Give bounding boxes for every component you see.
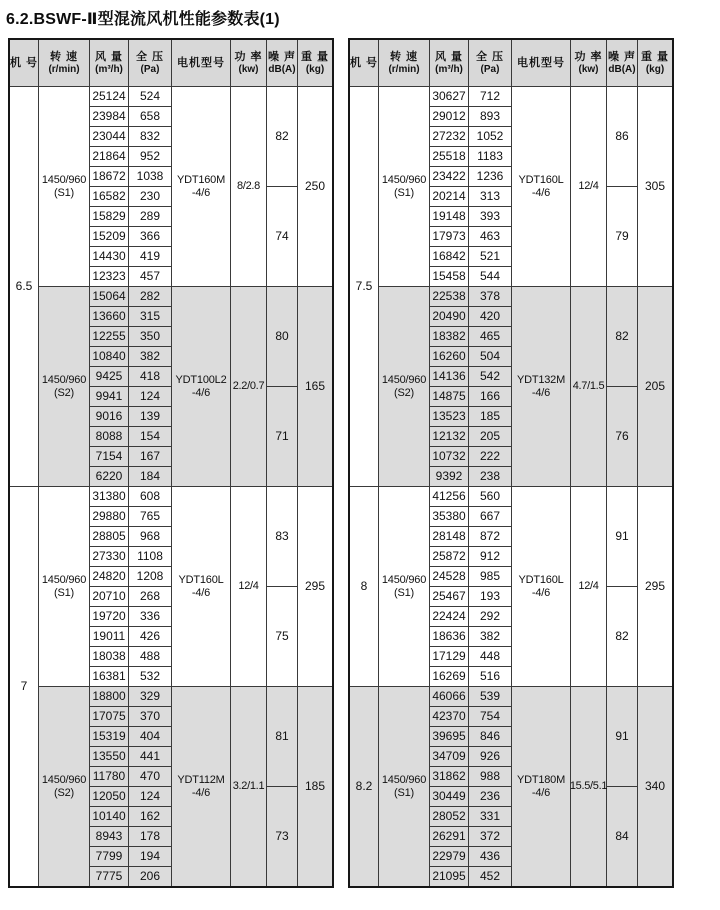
pressure-cell: 658 bbox=[129, 107, 171, 126]
pressure-cell: 193 bbox=[469, 587, 511, 606]
pressure-cell: 452 bbox=[469, 867, 511, 886]
pressure-cell: 236 bbox=[469, 787, 511, 806]
air-flow-cell: 19011 bbox=[90, 627, 128, 646]
pressure-cell: 985 bbox=[469, 567, 511, 586]
pressure-cell: 1236 bbox=[469, 167, 511, 186]
power-cell: 12/4 bbox=[231, 487, 266, 686]
pressure-cell: 382 bbox=[469, 627, 511, 646]
column-header-machine-no: 机 号 bbox=[350, 40, 378, 86]
pressure-cell: 1208 bbox=[129, 567, 171, 586]
pressure-cell: 222 bbox=[469, 447, 511, 466]
pressure-cell: 167 bbox=[129, 447, 171, 466]
noise-low-cell: 82 bbox=[607, 587, 637, 686]
air-flow-cell: 14875 bbox=[430, 387, 468, 406]
weight-cell: 340 bbox=[638, 687, 672, 886]
air-flow-cell: 17129 bbox=[430, 647, 468, 666]
air-flow-cell: 12323 bbox=[90, 267, 128, 286]
pressure-cell: 765 bbox=[129, 507, 171, 526]
pressure-cell: 404 bbox=[129, 727, 171, 746]
power-cell: 12/4 bbox=[571, 487, 606, 686]
pressure-cell: 313 bbox=[469, 187, 511, 206]
pressure-cell: 542 bbox=[469, 367, 511, 386]
air-flow-cell: 16269 bbox=[430, 667, 468, 686]
air-flow-cell: 7799 bbox=[90, 847, 128, 866]
performance-table-left bbox=[8, 38, 334, 888]
speed-cell: 1450/960 (S2) bbox=[379, 287, 429, 486]
air-flow-cell: 24528 bbox=[430, 567, 468, 586]
weight-cell: 295 bbox=[638, 487, 672, 686]
pressure-cell: 544 bbox=[469, 267, 511, 286]
air-flow-cell: 23044 bbox=[90, 127, 128, 146]
air-flow-cell: 27232 bbox=[430, 127, 468, 146]
air-flow-cell: 29880 bbox=[90, 507, 128, 526]
motor-model-cell: YDT100L2 -4/6 bbox=[172, 287, 230, 486]
pressure-cell: 315 bbox=[129, 307, 171, 326]
air-flow-cell: 25518 bbox=[430, 147, 468, 166]
pressure-cell: 667 bbox=[469, 507, 511, 526]
air-flow-cell: 26291 bbox=[430, 827, 468, 846]
motor-model-cell: YDT180M -4/6 bbox=[512, 687, 570, 886]
air-flow-cell: 23984 bbox=[90, 107, 128, 126]
air-flow-cell: 10840 bbox=[90, 347, 128, 366]
pressure-cell: 289 bbox=[129, 207, 171, 226]
pressure-cell: 988 bbox=[469, 767, 511, 786]
air-flow-cell: 31862 bbox=[430, 767, 468, 786]
air-flow-cell: 12132 bbox=[430, 427, 468, 446]
motor-model-cell: YDT160L -4/6 bbox=[512, 87, 570, 286]
noise-high-cell: 91 bbox=[607, 687, 637, 786]
motor-model-cell: YDT112M -4/6 bbox=[172, 687, 230, 886]
pressure-cell: 952 bbox=[129, 147, 171, 166]
power-cell: 2.2/0.7 bbox=[231, 287, 266, 486]
pressure-cell: 457 bbox=[129, 267, 171, 286]
pressure-cell: 532 bbox=[129, 667, 171, 686]
air-flow-cell: 46066 bbox=[430, 687, 468, 706]
pressure-cell: 230 bbox=[129, 187, 171, 206]
machine-no-cell: 7.5 bbox=[350, 87, 378, 486]
column-header-weight: 重 量 (kg) bbox=[638, 40, 672, 86]
air-flow-cell: 35380 bbox=[430, 507, 468, 526]
air-flow-cell: 9016 bbox=[90, 407, 128, 426]
air-flow-cell: 31380 bbox=[90, 487, 128, 506]
pressure-cell: 893 bbox=[469, 107, 511, 126]
motor-model-cell: YDT160L -4/6 bbox=[172, 487, 230, 686]
air-flow-cell: 25467 bbox=[430, 587, 468, 606]
column-header-air-flow: 风 量 (m³/h) bbox=[90, 40, 128, 86]
power-cell: 12/4 bbox=[571, 87, 606, 286]
noise-high-cell: 86 bbox=[607, 87, 637, 186]
speed-cell: 1450/960 (S1) bbox=[39, 87, 89, 286]
pressure-cell: 521 bbox=[469, 247, 511, 266]
weight-cell: 205 bbox=[638, 287, 672, 486]
weight-cell: 185 bbox=[298, 687, 332, 886]
noise-low-cell: 74 bbox=[267, 187, 297, 286]
air-flow-cell: 30627 bbox=[430, 87, 468, 106]
speed-cell: 1450/960 (S1) bbox=[379, 487, 429, 686]
air-flow-cell: 20214 bbox=[430, 187, 468, 206]
air-flow-cell: 18038 bbox=[90, 647, 128, 666]
pressure-cell: 872 bbox=[469, 527, 511, 546]
pressure-cell: 238 bbox=[469, 467, 511, 486]
noise-high-cell: 81 bbox=[267, 687, 297, 786]
air-flow-cell: 29012 bbox=[430, 107, 468, 126]
column-header-motor-model: 电机型号 bbox=[512, 40, 570, 86]
air-flow-cell: 9392 bbox=[430, 467, 468, 486]
air-flow-cell: 12050 bbox=[90, 787, 128, 806]
air-flow-cell: 22538 bbox=[430, 287, 468, 306]
pressure-cell: 463 bbox=[469, 227, 511, 246]
pressure-cell: 329 bbox=[129, 687, 171, 706]
air-flow-cell: 13550 bbox=[90, 747, 128, 766]
speed-cell: 1450/960 (S2) bbox=[39, 287, 89, 486]
power-cell: 8/2.8 bbox=[231, 87, 266, 286]
air-flow-cell: 14136 bbox=[430, 367, 468, 386]
pressure-cell: 194 bbox=[129, 847, 171, 866]
pressure-cell: 846 bbox=[469, 727, 511, 746]
pressure-cell: 418 bbox=[129, 367, 171, 386]
pressure-cell: 268 bbox=[129, 587, 171, 606]
power-cell: 15.5/5.1 bbox=[571, 687, 606, 886]
column-header-power: 功 率 (kw) bbox=[571, 40, 606, 86]
pressure-cell: 968 bbox=[129, 527, 171, 546]
pressure-cell: 712 bbox=[469, 87, 511, 106]
noise-high-cell: 80 bbox=[267, 287, 297, 386]
air-flow-cell: 8943 bbox=[90, 827, 128, 846]
weight-cell: 165 bbox=[298, 287, 332, 486]
pressure-cell: 206 bbox=[129, 867, 171, 886]
air-flow-cell: 30449 bbox=[430, 787, 468, 806]
noise-high-cell: 91 bbox=[607, 487, 637, 586]
pressure-cell: 378 bbox=[469, 287, 511, 306]
air-flow-cell: 15458 bbox=[430, 267, 468, 286]
column-header-weight: 重 量 (kg) bbox=[298, 40, 332, 86]
pressure-cell: 1038 bbox=[129, 167, 171, 186]
weight-cell: 295 bbox=[298, 487, 332, 686]
pressure-cell: 465 bbox=[469, 327, 511, 346]
pressure-cell: 282 bbox=[129, 287, 171, 306]
pressure-cell: 184 bbox=[129, 467, 171, 486]
air-flow-cell: 21095 bbox=[430, 867, 468, 886]
air-flow-cell: 20710 bbox=[90, 587, 128, 606]
column-header-air-flow: 风 量 (m³/h) bbox=[430, 40, 468, 86]
air-flow-cell: 13523 bbox=[430, 407, 468, 426]
air-flow-cell: 13660 bbox=[90, 307, 128, 326]
air-flow-cell: 10732 bbox=[430, 447, 468, 466]
air-flow-cell: 18636 bbox=[430, 627, 468, 646]
pressure-cell: 1183 bbox=[469, 147, 511, 166]
pressure-cell: 366 bbox=[129, 227, 171, 246]
pressure-cell: 331 bbox=[469, 807, 511, 826]
pressure-cell: 185 bbox=[469, 407, 511, 426]
pressure-cell: 419 bbox=[129, 247, 171, 266]
pressure-cell: 560 bbox=[469, 487, 511, 506]
air-flow-cell: 19148 bbox=[430, 207, 468, 226]
air-flow-cell: 10140 bbox=[90, 807, 128, 826]
pressure-cell: 372 bbox=[469, 827, 511, 846]
pressure-cell: 524 bbox=[129, 87, 171, 106]
noise-low-cell: 76 bbox=[607, 387, 637, 486]
air-flow-cell: 12255 bbox=[90, 327, 128, 346]
air-flow-cell: 16381 bbox=[90, 667, 128, 686]
air-flow-cell: 18800 bbox=[90, 687, 128, 706]
air-flow-cell: 24820 bbox=[90, 567, 128, 586]
motor-model-cell: YDT160L -4/6 bbox=[512, 487, 570, 686]
machine-no-cell: 8 bbox=[350, 487, 378, 686]
performance-table-right bbox=[348, 38, 674, 888]
air-flow-cell: 42370 bbox=[430, 707, 468, 726]
pressure-cell: 139 bbox=[129, 407, 171, 426]
pressure-cell: 154 bbox=[129, 427, 171, 446]
air-flow-cell: 15209 bbox=[90, 227, 128, 246]
pressure-cell: 441 bbox=[129, 747, 171, 766]
machine-no-cell: 8.2 bbox=[350, 687, 378, 886]
pressure-cell: 166 bbox=[469, 387, 511, 406]
noise-high-cell: 82 bbox=[267, 87, 297, 186]
air-flow-cell: 23422 bbox=[430, 167, 468, 186]
pressure-cell: 426 bbox=[129, 627, 171, 646]
air-flow-cell: 39695 bbox=[430, 727, 468, 746]
air-flow-cell: 14430 bbox=[90, 247, 128, 266]
air-flow-cell: 20490 bbox=[430, 307, 468, 326]
power-cell: 4.7/1.5 bbox=[571, 287, 606, 486]
pressure-cell: 370 bbox=[129, 707, 171, 726]
pressure-cell: 382 bbox=[129, 347, 171, 366]
pressure-cell: 1108 bbox=[129, 547, 171, 566]
speed-cell: 1450/960 (S1) bbox=[379, 87, 429, 286]
column-header-motor-model: 电机型号 bbox=[172, 40, 230, 86]
speed-cell: 1450/960 (S1) bbox=[379, 687, 429, 886]
air-flow-cell: 18672 bbox=[90, 167, 128, 186]
air-flow-cell: 15319 bbox=[90, 727, 128, 746]
noise-high-cell: 82 bbox=[607, 287, 637, 386]
air-flow-cell: 21864 bbox=[90, 147, 128, 166]
pressure-cell: 504 bbox=[469, 347, 511, 366]
noise-low-cell: 75 bbox=[267, 587, 297, 686]
weight-cell: 250 bbox=[298, 87, 332, 286]
power-cell: 3.2/1.1 bbox=[231, 687, 266, 886]
air-flow-cell: 9425 bbox=[90, 367, 128, 386]
column-header-speed: 转 速 (r/min) bbox=[379, 40, 429, 86]
air-flow-cell: 34709 bbox=[430, 747, 468, 766]
column-header-speed: 转 速 (r/min) bbox=[39, 40, 89, 86]
motor-model-cell: YDT132M -4/6 bbox=[512, 287, 570, 486]
pressure-cell: 162 bbox=[129, 807, 171, 826]
air-flow-cell: 41256 bbox=[430, 487, 468, 506]
noise-low-cell: 73 bbox=[267, 787, 297, 886]
air-flow-cell: 19720 bbox=[90, 607, 128, 626]
machine-no-cell: 7 bbox=[10, 487, 38, 886]
speed-cell: 1450/960 (S2) bbox=[39, 687, 89, 886]
noise-high-cell: 83 bbox=[267, 487, 297, 586]
pressure-cell: 608 bbox=[129, 487, 171, 506]
air-flow-cell: 7154 bbox=[90, 447, 128, 466]
air-flow-cell: 28148 bbox=[430, 527, 468, 546]
pressure-cell: 178 bbox=[129, 827, 171, 846]
air-flow-cell: 15829 bbox=[90, 207, 128, 226]
air-flow-cell: 6220 bbox=[90, 467, 128, 486]
air-flow-cell: 28052 bbox=[430, 807, 468, 826]
air-flow-cell: 27330 bbox=[90, 547, 128, 566]
pressure-cell: 912 bbox=[469, 547, 511, 566]
page-title: 6.2.BSWF-Ⅱ型混流风机性能参数表(1) bbox=[6, 11, 280, 28]
air-flow-cell: 17075 bbox=[90, 707, 128, 726]
air-flow-cell: 8088 bbox=[90, 427, 128, 446]
column-header-noise: 噪 声 dB(A) bbox=[267, 40, 297, 86]
pressure-cell: 124 bbox=[129, 787, 171, 806]
pressure-cell: 539 bbox=[469, 687, 511, 706]
air-flow-cell: 16260 bbox=[430, 347, 468, 366]
pressure-cell: 393 bbox=[469, 207, 511, 226]
weight-cell: 305 bbox=[638, 87, 672, 286]
motor-model-cell: YDT160M -4/6 bbox=[172, 87, 230, 286]
pressure-cell: 420 bbox=[469, 307, 511, 326]
pressure-cell: 754 bbox=[469, 707, 511, 726]
pressure-cell: 926 bbox=[469, 747, 511, 766]
air-flow-cell: 28805 bbox=[90, 527, 128, 546]
column-header-noise: 噪 声 dB(A) bbox=[607, 40, 637, 86]
air-flow-cell: 25124 bbox=[90, 87, 128, 106]
air-flow-cell: 22424 bbox=[430, 607, 468, 626]
pressure-cell: 448 bbox=[469, 647, 511, 666]
air-flow-cell: 15064 bbox=[90, 287, 128, 306]
air-flow-cell: 17973 bbox=[430, 227, 468, 246]
air-flow-cell: 9941 bbox=[90, 387, 128, 406]
column-header-machine-no: 机 号 bbox=[10, 40, 38, 86]
air-flow-cell: 7775 bbox=[90, 867, 128, 886]
noise-low-cell: 71 bbox=[267, 387, 297, 486]
air-flow-cell: 16842 bbox=[430, 247, 468, 266]
pressure-cell: 832 bbox=[129, 127, 171, 146]
pressure-cell: 336 bbox=[129, 607, 171, 626]
pressure-cell: 436 bbox=[469, 847, 511, 866]
noise-low-cell: 79 bbox=[607, 187, 637, 286]
pressure-cell: 292 bbox=[469, 607, 511, 626]
pressure-cell: 205 bbox=[469, 427, 511, 446]
air-flow-cell: 16582 bbox=[90, 187, 128, 206]
pressure-cell: 470 bbox=[129, 767, 171, 786]
column-header-total-pressure: 全 压 (Pa) bbox=[129, 40, 171, 86]
pressure-cell: 488 bbox=[129, 647, 171, 666]
pressure-cell: 350 bbox=[129, 327, 171, 346]
speed-cell: 1450/960 (S1) bbox=[39, 487, 89, 686]
noise-low-cell: 84 bbox=[607, 787, 637, 886]
column-header-power: 功 率 (kw) bbox=[231, 40, 266, 86]
pressure-cell: 1052 bbox=[469, 127, 511, 146]
pressure-cell: 124 bbox=[129, 387, 171, 406]
pressure-cell: 516 bbox=[469, 667, 511, 686]
air-flow-cell: 22979 bbox=[430, 847, 468, 866]
air-flow-cell: 11780 bbox=[90, 767, 128, 786]
air-flow-cell: 25872 bbox=[430, 547, 468, 566]
machine-no-cell: 6.5 bbox=[10, 87, 38, 486]
column-header-total-pressure: 全 压 (Pa) bbox=[469, 40, 511, 86]
air-flow-cell: 18382 bbox=[430, 327, 468, 346]
